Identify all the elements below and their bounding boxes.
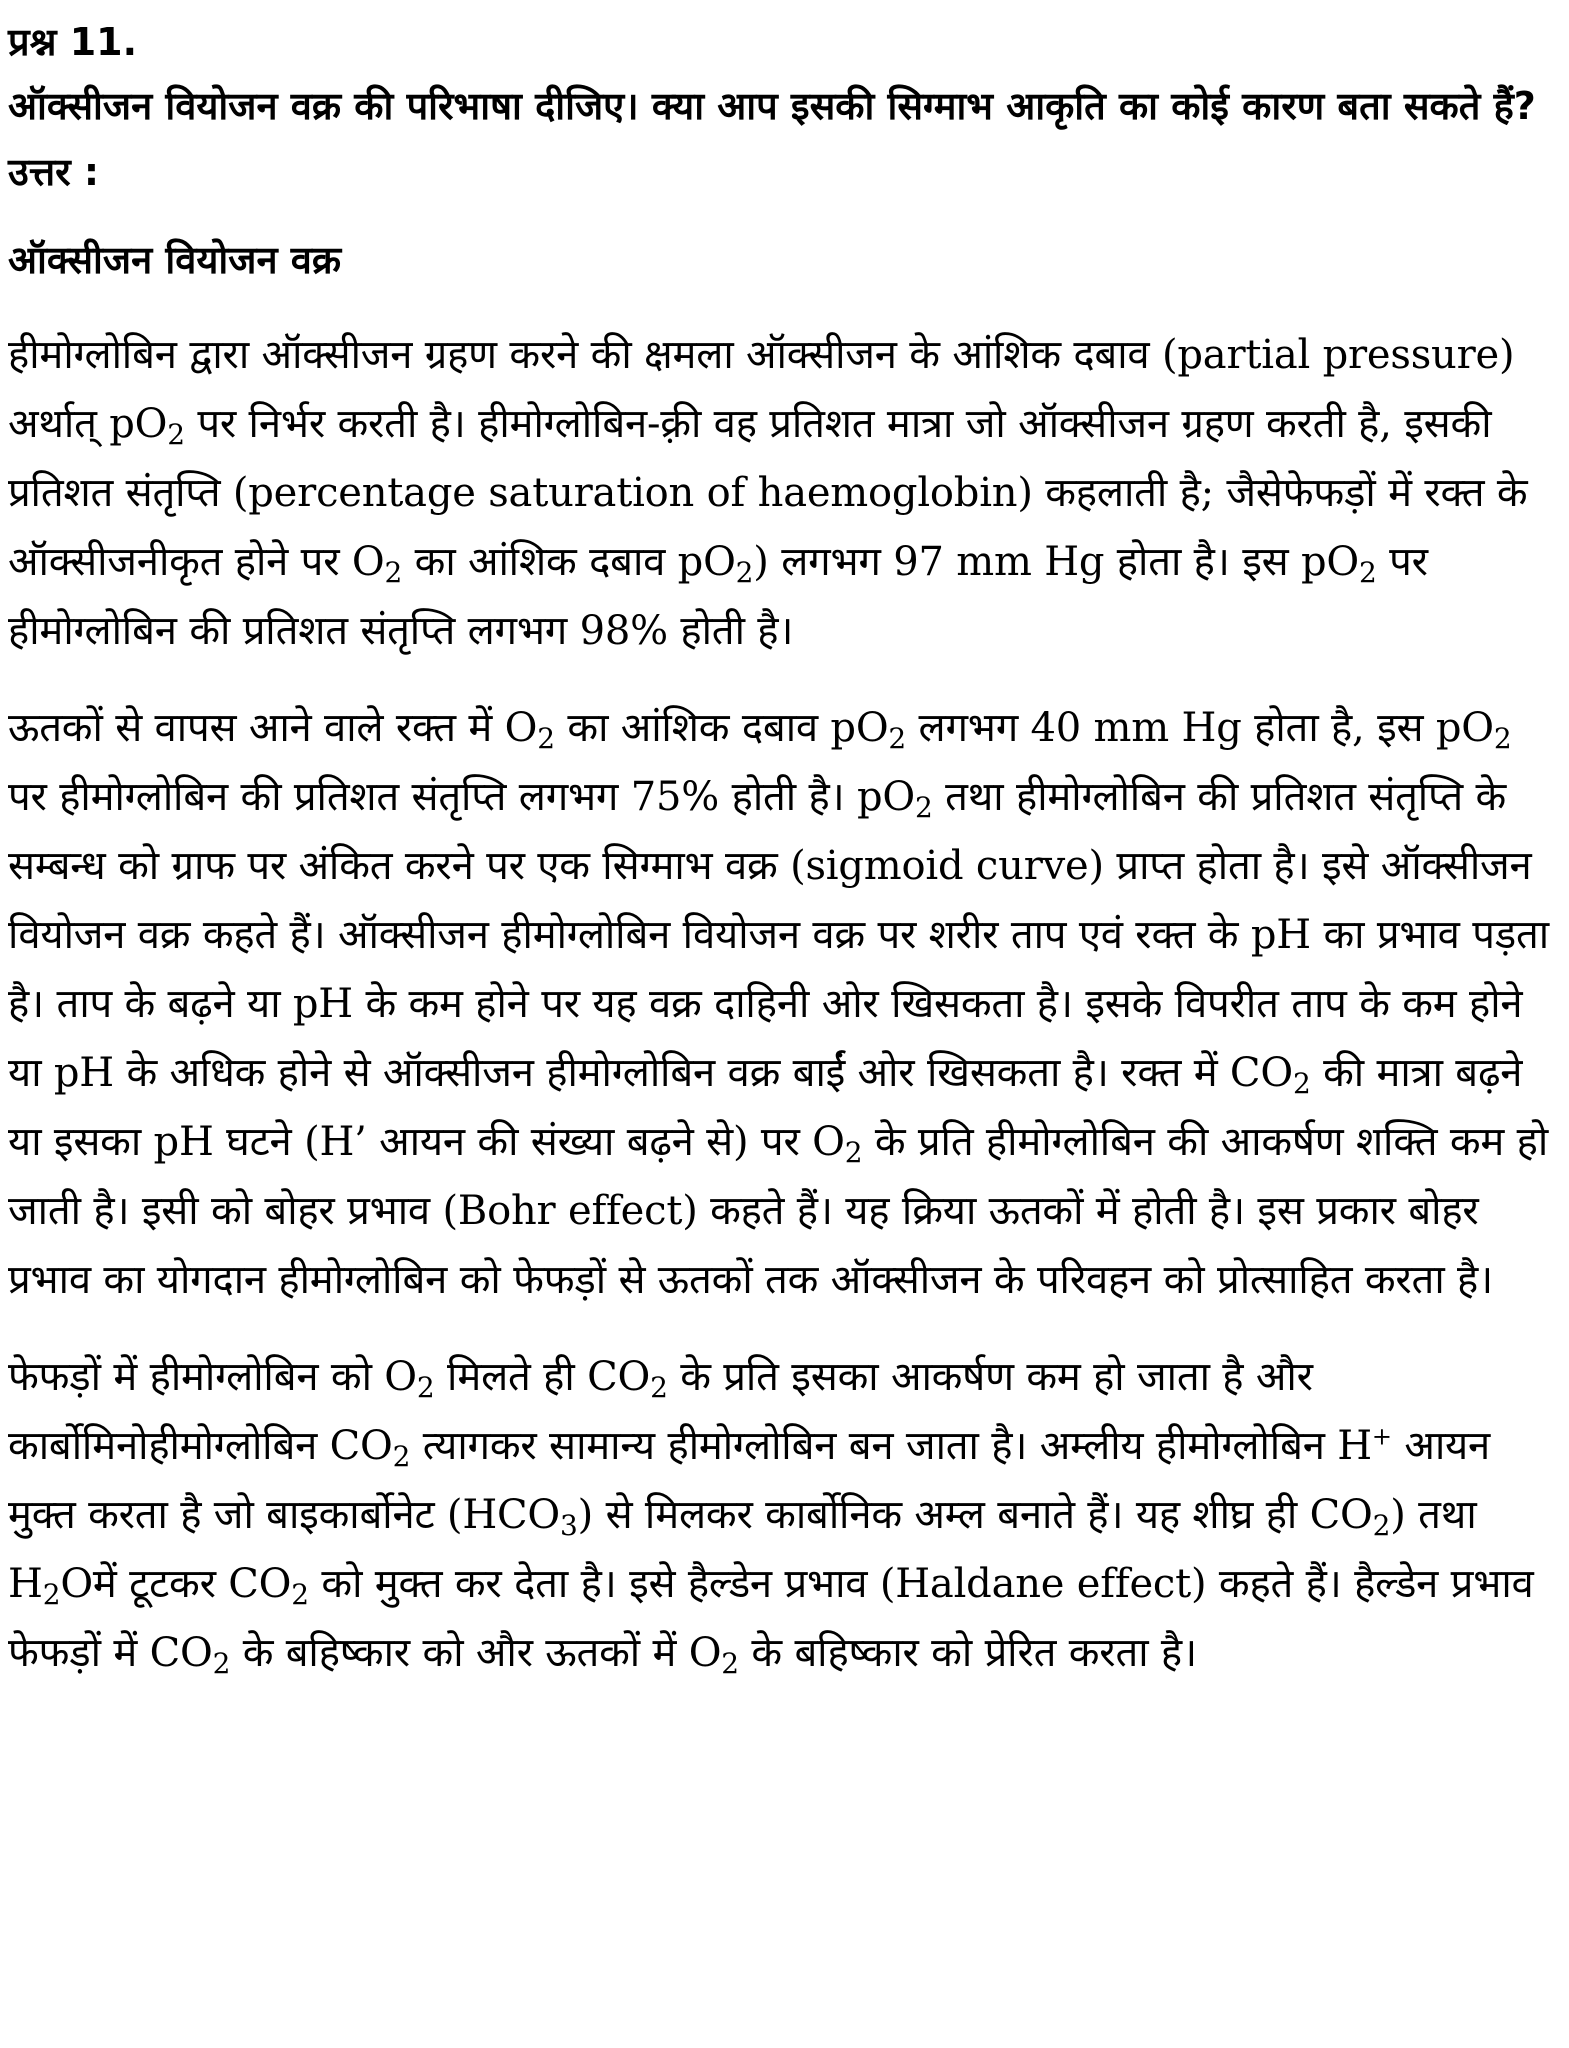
subscript: 2 — [1359, 556, 1377, 589]
subscript: 2 — [1292, 1067, 1311, 1100]
subscript: 2 — [914, 791, 933, 824]
subscript: 2 — [212, 1647, 231, 1680]
subscript: 2 — [735, 556, 754, 589]
text-run: पर हीमोग्लोबिन की प्रतिशत संतृप्ति लगभग 98% होती है। — [8, 539, 1428, 654]
subscript: 2 — [1372, 1509, 1391, 1542]
text-run: की मात्रा बढ़ने या इसका pH घटने (H’ आयन की संख्या बढ़ने से) पर O — [8, 1050, 1523, 1165]
text-run: के प्रति इसका आकर्षण कम हो जाता है और कार्बोमिनोहीमोग्लोबिन CO — [8, 1354, 1313, 1469]
subscript: 2 — [291, 1578, 309, 1611]
text-run: ) लगभग 97 mm Hg होता है। इस pO — [753, 539, 1359, 585]
answer-label: उत्तर : — [8, 150, 100, 194]
text-run: तथा हीमोग्लोबिन की प्रतिशत संतृप्ति के सम्बन्ध को ग्राफ पर अंकित करने पर एक सिग्माभ वक्र (sigmoid curve) प्राप्त होता है। इसे ऑक्सीजन वियोजन वक्र कहते हैं। ऑक्सीजन हीमोग्लोबिन वियोजन वक्र पर शरीर ताप एवं रक्त के pH का प्रभाव पड़ता है। ताप के बढ़ने या pH के कम होने पर यह वक्र दाहिनी ओर खिसकता है। इसके विपरीत ताप के कम होने या pH के अधिक होने से ऑक्सीजन हीमोग्लोबिन वक्र बाईं ओर खिसकता है। रक्त में CO — [8, 774, 1549, 1096]
text-run: फेफड़ों में हीमोग्लोबिन को O — [8, 1354, 417, 1400]
subscript: 3 — [560, 1509, 578, 1542]
section-title: ऑक्सीजन वियोजन वक्र — [8, 238, 342, 282]
text-run: के प्रति हीमोग्लोबिन की आकर्षण शक्ति कम हो जाती है। इसी को बोहर प्रभाव (Bohr effect) कहते हैं। यह क्रिया ऊतकों में होती है। इस प्रकार बोहर प्रभाव का योगदान हीमोग्लोबिन को फेफड़ों से ऊतकों तक ऑक्सीजन के परिवहन को प्रोत्साहित करता है। — [8, 1119, 1549, 1303]
text-run: आयन मुक्त करता है जो बाइकार्बोनेट (HCO — [8, 1423, 1491, 1538]
text-run: O — [60, 1561, 93, 1607]
document-page — [8, 0, 1558, 1688]
paragraph-2 — [8, 694, 1558, 1315]
text-run: ) तथा H — [8, 1492, 1477, 1607]
subscript: 2 — [888, 722, 907, 755]
text-run: हीमोग्लोबिन द्वारा ऑक्सीजन ग्रहण करने की क्षमला ऑक्सीजन के आंशिक दबाव (partial pressure) अर्थात् pO — [8, 332, 1515, 447]
text-run: का आंशिक दबाव pO — [402, 539, 736, 585]
text-run: ) से मिलकर कार्बोनिक अम्ल बनाते हैं। यह शीघ्र ही CO — [577, 1492, 1373, 1538]
text-run: को मुक्त कर देता है। इसे हैल्डेन प्रभाव (Haldane effect) कहते हैं। हैल्डेन प्रभाव फेफड़ों में CO — [8, 1561, 1534, 1676]
text-run: के बहिष्कार को और ऊतकों में O — [230, 1630, 722, 1676]
subscript: 2 — [650, 1371, 668, 1404]
subscript: 2 — [537, 722, 555, 755]
superscript: + — [1371, 1422, 1392, 1451]
subscript: 2 — [384, 556, 403, 589]
subscript: 2 — [721, 1647, 739, 1680]
subscript: 2 — [1493, 722, 1512, 755]
text-run: के बहिष्कार को प्रेरित करता है। — [738, 1630, 1197, 1676]
subscript: 2 — [167, 418, 185, 451]
text-run: ऊतकों से वापस आने वाले रक्त में O — [8, 705, 538, 751]
text-run: का आंशिक दबाव pO — [554, 705, 889, 751]
text-run: पर हीमोग्लोबिन की प्रतिशत संतृप्ति लगभग 75% होती है। pO — [8, 774, 915, 820]
text-run: मिलते ही CO — [434, 1354, 651, 1400]
paragraph-3 — [8, 1343, 1558, 1688]
subscript: 2 — [392, 1440, 411, 1473]
text-run: पर निर्भर करती है। हीमोग्लोबिन-क़्री वह प्रतिशत मात्रा जो ऑक्सीजन ग्रहण करती है, इसकी प्रतिशत संतृप्ति (percentage saturation of haemoglobin) कहलाती है; जैसेफेफड़ों में रक्त के ऑक्सीजनीकृत होने पर O — [8, 401, 1528, 585]
text-run: लगभग 40 mm Hg होता है, इस pO — [906, 705, 1494, 751]
subscript: 2 — [844, 1136, 863, 1169]
text-run: त्यागकर सामान्य हीमोग्लोबिन बन जाता है। अम्लीय हीमोग्लोबिन H — [410, 1423, 1372, 1469]
question-number: प्रश्न 11. — [8, 20, 138, 64]
question-text: ऑक्सीजन वियोजन वक्र की परिभाषा दीजिए। क्या आप इसकी सिग्माभ आकृति का कोई कारण बता सकते हैं? — [8, 84, 1536, 128]
paragraph-1 — [8, 321, 1558, 666]
text-run: में टूटकर CO — [92, 1561, 292, 1607]
subscript: 2 — [42, 1578, 61, 1611]
subscript: 2 — [416, 1371, 435, 1404]
